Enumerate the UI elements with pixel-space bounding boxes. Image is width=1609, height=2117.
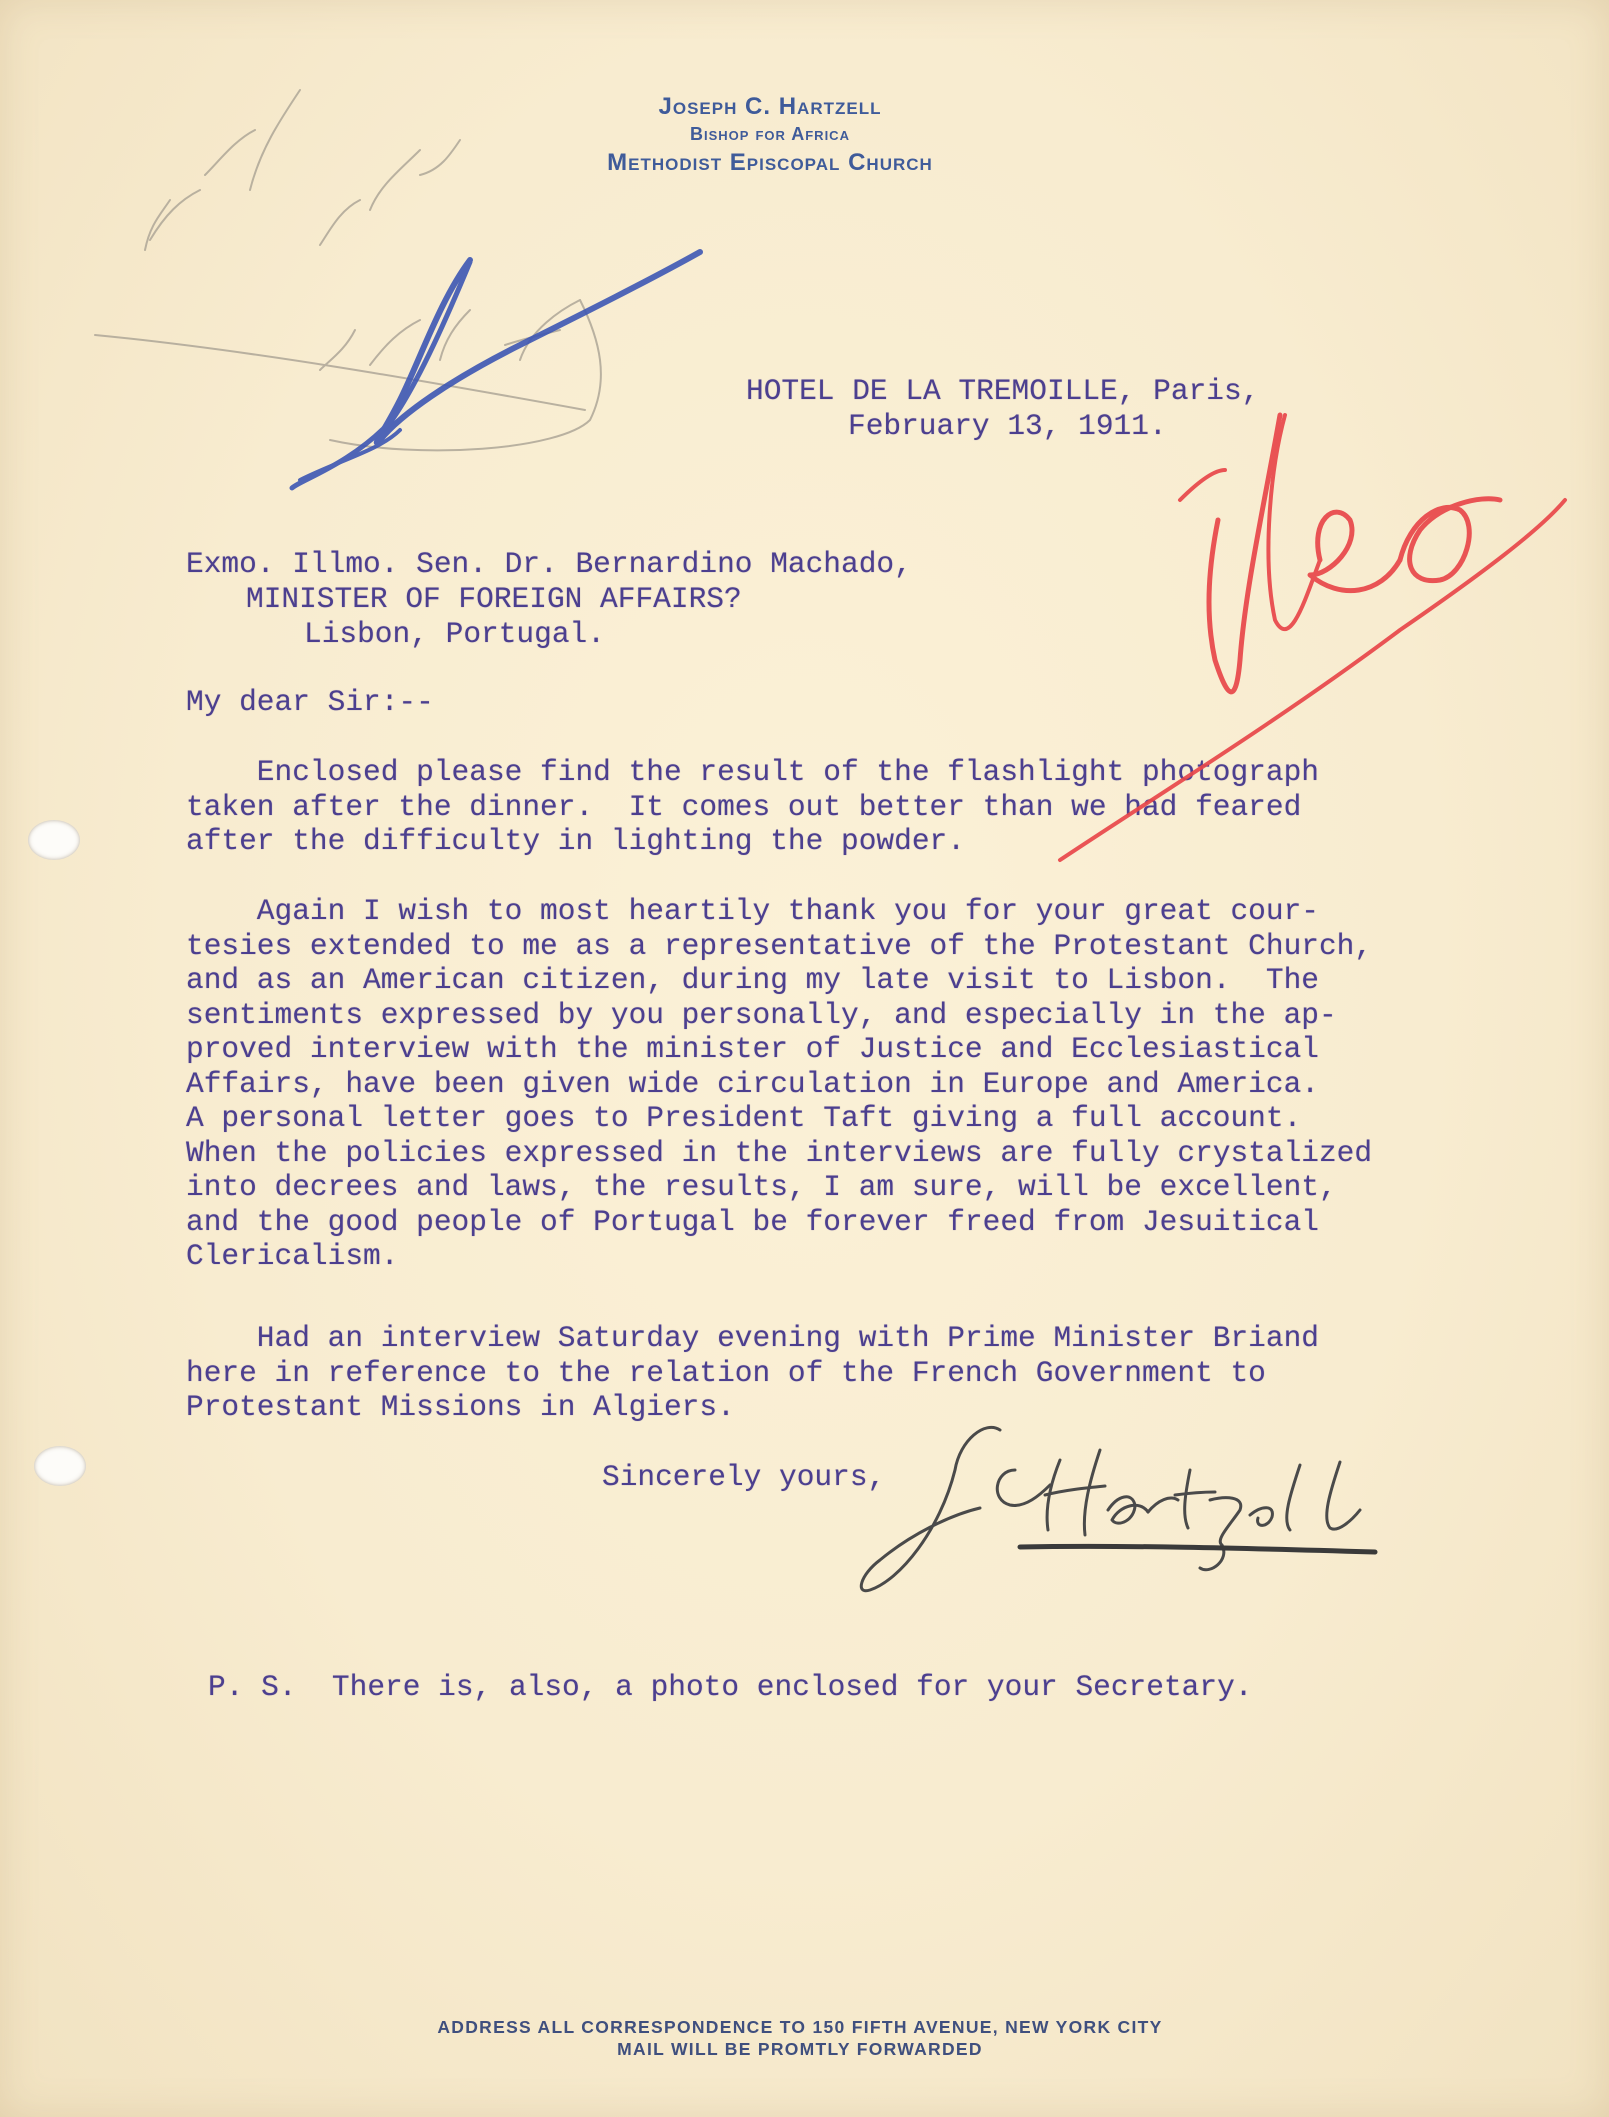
letter-body	[186, 755, 1319, 859]
recipient-line-2: MINISTER OF FOREIGN AFFAIRS?	[246, 582, 742, 616]
punch-hole-bottom	[34, 1446, 86, 1486]
letter-body-briand	[186, 1321, 1319, 1425]
signature	[861, 1427, 1375, 1590]
footer-forwarding: MAIL WILL BE PROMTLY FORWARDED	[617, 2039, 983, 2059]
footer-address: ADDRESS ALL CORRESPONDENCE TO 150 FIFTH AVENUE, NEW YORK CITY	[437, 2017, 1163, 2037]
paragraph-briand: Had an interview Saturday evening with Prime Minister Briand here in reference to the relation of the French Government to Protestant Missions in Algiers.	[186, 1321, 1319, 1424]
recipient-line-3: Lisbon, Portugal.	[304, 617, 605, 651]
letter-body-thanks	[186, 894, 1372, 1274]
postscript: P. S. There is, also, a photo enclosed for your Secretary.	[208, 1670, 1253, 1704]
blue-crayon-check	[292, 252, 700, 488]
footer	[300, 2016, 1300, 2060]
dateline-place: HOTEL DE LA TREMOILLE, Paris,	[746, 374, 1260, 408]
punch-hole-top	[28, 820, 80, 860]
closing: Sincerely yours,	[602, 1460, 886, 1494]
letterhead-name: Joseph C. Hartzell	[658, 93, 882, 120]
letterhead	[470, 92, 1070, 180]
salutation: My dear Sir:--	[186, 685, 434, 719]
dateline-date: February 13, 1911.	[848, 409, 1167, 443]
letterhead-title: Bishop for Africa	[690, 124, 850, 144]
paragraph-thanks: Again I wish to most heartily thank you for your great cour- tesies extended to me as a representative of the Protestant Church, and as an American citizen, during my late visit to Lisbon. The sentiments expressed by you personally, and especially in the ap- proved interview with the minister of Justice and Ecclesiastical Affairs, have been given wide circulation in Europe and America. A personal letter goes to President Taft giving a full account. When the policies expressed in the interviews are fully crystalized into decrees and laws, the results, I am sure, will be excellent, and the good people of Portugal be forever freed from Jesuitical Clericalism.	[186, 894, 1373, 1273]
paragraph-photograph: Enclosed please find the result of the flashlight photograph taken after the dinner. It comes out better than we had feared after the difficulty in lighting the powder.	[186, 755, 1319, 858]
letterhead-church: Methodist Episcopal Church	[607, 149, 933, 176]
recipient-line-1: Exmo. Illmo. Sen. Dr. Bernardino Machado,	[186, 547, 912, 581]
